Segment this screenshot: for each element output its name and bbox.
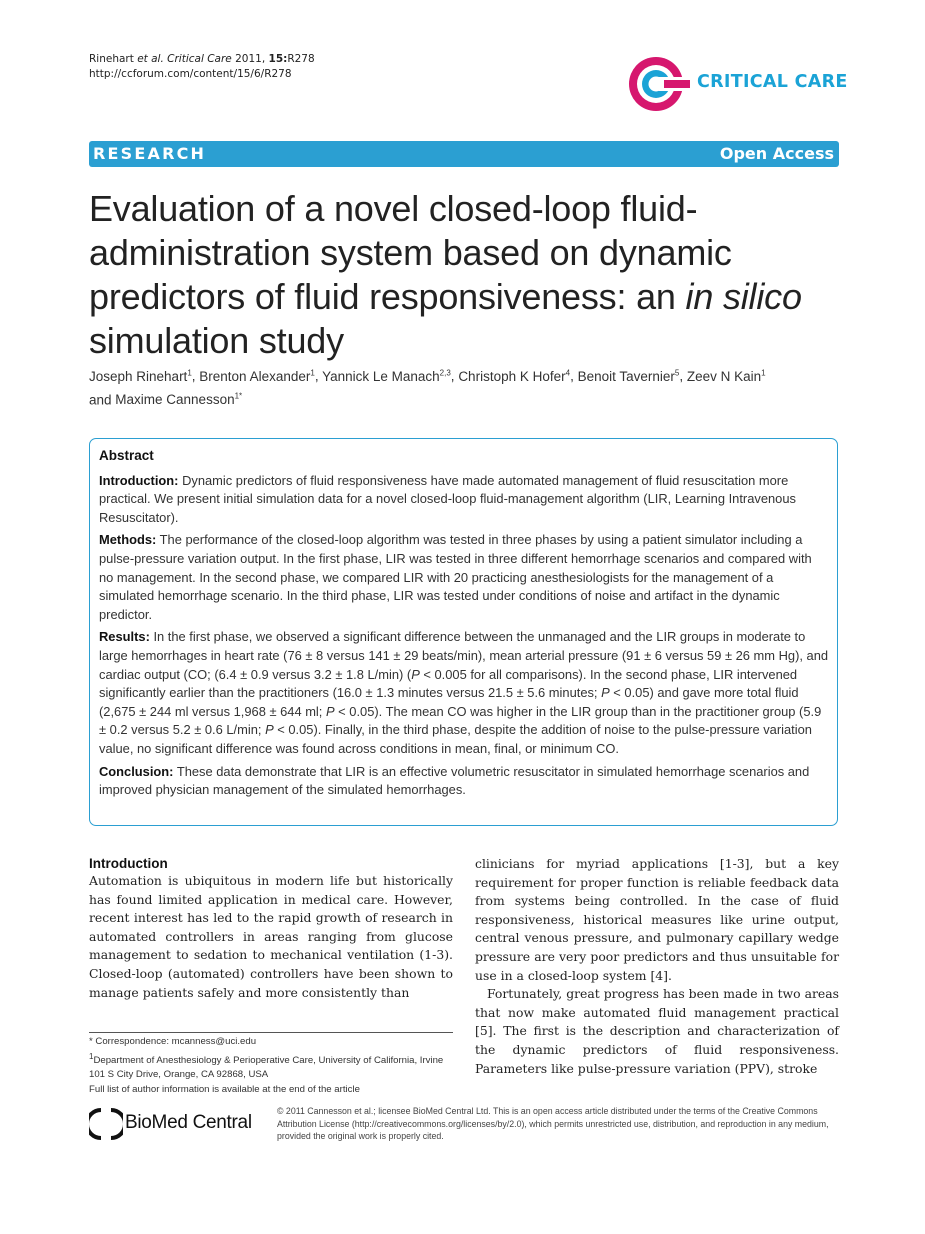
critical-care-logo <box>626 53 848 115</box>
title-line: simulation study <box>89 320 344 361</box>
title-line: predictors of fluid responsiveness: an in silico <box>89 276 802 317</box>
author: Zeev N Kain$^1$ <box>686 368 766 384</box>
author: Christoph K Hofer$^4$ <box>458 368 571 384</box>
introduction-heading: Introduction <box>89 856 168 871</box>
body-left-column <box>89 855 453 1002</box>
biomed-central-name: BioMed Central <box>125 1112 252 1133</box>
citation-line: Rinehart et al. Critical Care 2011, 15:R278 <box>89 53 315 65</box>
abstract-results: Results: In the first phase, we observed a significant difference between the unmanaged and the LIR groups in moderate to large hemorrhages in heart rate (76 ± 8 versus 141 ± 29 beats/min), mean arterial pressure (91 ± 6 versus 59 ± 26 mm Hg), and cardiac output (CO; (6.4 ± 0.9 versus 3.2 ± 1.8 L/min) (P < 0.005 for all comparisons). In the second phase, LIR intervened significantly earlier than the practitioners (16.0 ± 1.3 minutes versus 21.5 ± 5.6 minutes; P < 0.05) and gave more total fluid (2,675 ± 244 ml versus 1,968 ± 644 ml; P < 0.05). The mean CO was higher in the LIR group than in the practitioner group (5.9 ± 0.2 versus 5.2 ± 0.6 L/min; P < 0.05). Finally, in the third phase, despite the addition of noise to the pulse-pressure variation value, no significant difference was found across conditions in mean, final, or minimum CO. <box>99 629 829 756</box>
author: Benoit Tavernier$^5$ <box>577 368 680 384</box>
footnote-rule <box>89 1032 453 1033</box>
abstract-introduction: Introduction: Dynamic predictors of fluid responsiveness have made automated management of fluid resuscitation more practical. We present initial simulation data for a novel closed-loop fluid-management algorithm (LIR, Learning Intravenous Resuscitator). <box>99 472 796 525</box>
citation-header <box>89 52 315 82</box>
article-type-label: RESEARCH <box>93 144 207 163</box>
biomed-central-logo <box>89 1107 264 1141</box>
author-list: Joseph Rinehart$^1$, Brenton Alexander$^1$, Yannick Le Manach$^{2,3}$, Christoph K Hofer$^4$, Benoit Tavernier$^5$, Zeev N Kain$^1$ and Maxime Cannesson$^{1*}$ <box>89 368 766 407</box>
abstract-methods: Methods: The performance of the closed-loop algorithm was tested in three phases by using a patient simulator including a pulse-pressure variation output. In the first phase, LIR was tested in three different hemorrhage scenarios and compared with no management. In the second phase, we compared LIR with 20 practicing anesthesiologists for the management of a simulated hemorrhage scenario. In the third phase, LIR was tested under conditions of noise and artifact in the dynamic predictor. <box>99 532 812 622</box>
abstract-box <box>89 438 838 826</box>
critical-care-logo-icon <box>626 53 690 115</box>
abstract-heading: Abstract <box>99 448 154 463</box>
article-type-bar <box>89 141 839 167</box>
correspondence-note: * Correspondence: mcanness@uci.edu <box>89 1036 257 1047</box>
author-info-note: Full list of author information is available at the end of the article <box>89 1083 360 1095</box>
open-access-label: Open Access <box>719 144 834 163</box>
license-text: © 2011 Cannesson et al.; licensee BioMed Central Ltd. This is an open access article distributed under the terms of the Creative Commons Attribution License (http://creativecommons.org/licenses/by/2.0), which permits unrestricted use, distribution, and reproduction in any medium, provided the original work is properly cited. <box>277 1106 829 1142</box>
author: Brenton Alexander$^1$ <box>199 368 315 384</box>
footnotes <box>89 1035 453 1098</box>
body-right-column <box>475 855 839 1078</box>
affiliation-note: $^1$Department of Anesthesiology & Perioperative Care, University of California, Irvine 101 S City Drive, Orange, CA 92868, USA <box>89 1051 444 1081</box>
title-line: Evaluation of a novel closed-loop fluid- <box>89 188 698 229</box>
body-paragraph: clinicians for myriad applications [1-3], but a key requirement for proper function is reliable feedback data from systems being controlled. In the case of fluid responsiveness, historical measures like urine output, central venous pressure, and pulmonary capillary wedge pressure are very poor predictors and thus unsuitable for use in a closed-loop system [4]. <box>475 856 839 983</box>
author: Maxime Cannesson$^{1*}$ <box>115 391 243 407</box>
body-paragraph: Automation is ubiquitous in modern life but historically has found limited application in medical care. However, recent interest has led to the rapid growth of research in automated controllers in areas ranging from glucose management to sedation to mechanical ventilation (1-3). Closed-loop (automated) controllers have been shown to manage patients safely and more consistently than <box>89 873 453 1000</box>
abstract-conclusion: Conclusion: These data demonstrate that LIR is an effective volumetric resuscitator in simulated hemorrhage scenarios and improved physician management of the simulated hemorrhages. <box>99 763 810 798</box>
author: Joseph Rinehart$^1$ <box>89 368 192 384</box>
title-line: administration system based on dynamic <box>89 232 732 273</box>
article-title <box>89 187 849 363</box>
logo-text: CRITICAL CARE <box>697 72 848 92</box>
body-paragraph: Fortunately, great progress has been made in two areas that now make automated fluid management practical [5]. The first is the description and characterization of the dynamic predictors of fluid responsiveness. Parameters like pulse-pressure variation (PPV), stroke <box>475 986 839 1076</box>
author: Yannick Le Manach$^{2,3}$ <box>322 368 451 384</box>
biomed-central-icon <box>89 1107 123 1141</box>
article-url[interactable]: http://ccforum.com/content/15/6/R278 <box>89 68 292 80</box>
